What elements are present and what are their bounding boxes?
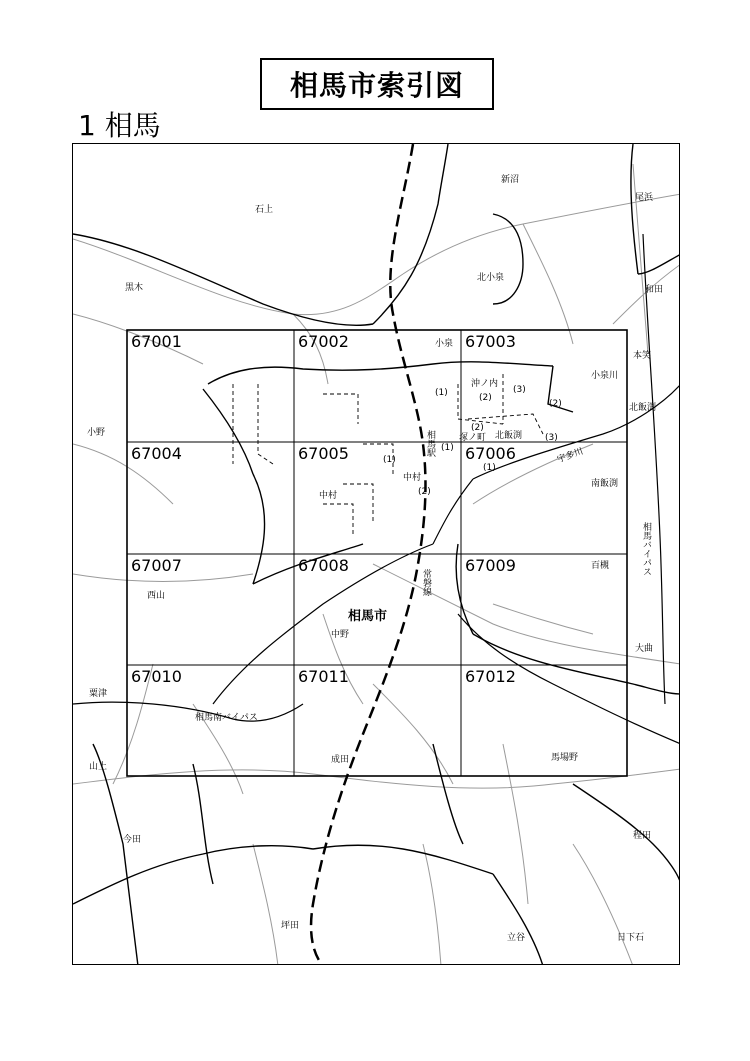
page-title: 相馬市索引図 bbox=[260, 58, 494, 110]
grid-cell-67002[interactable]: 67002 bbox=[298, 332, 349, 351]
place-label: 北飯渕 bbox=[495, 431, 523, 441]
place-label: 山上 bbox=[89, 762, 108, 772]
place-label: 今田 bbox=[123, 835, 142, 845]
grid-cell-67006[interactable]: 67006 bbox=[465, 444, 516, 463]
place-label: (1) bbox=[441, 443, 454, 453]
place-label: 中村 bbox=[319, 491, 338, 501]
place-label: 宇多川 bbox=[555, 446, 585, 466]
place-label: 沖ノ内 bbox=[471, 379, 499, 389]
place-label: 小泉川 bbox=[591, 371, 619, 381]
place-label: 石上 bbox=[255, 205, 274, 215]
place-label: (2) bbox=[418, 487, 431, 497]
place-label: 粟津 bbox=[89, 689, 108, 699]
place-label: (3) bbox=[545, 433, 558, 443]
place-label: 北小泉 bbox=[477, 273, 505, 283]
grid-cell-67003[interactable]: 67003 bbox=[465, 332, 516, 351]
grid-cell-67009[interactable]: 67009 bbox=[465, 556, 516, 575]
grid-cell-67010[interactable]: 67010 bbox=[131, 667, 182, 686]
place-label: 日下石 bbox=[617, 933, 645, 943]
page-subtitle: 1 相馬 bbox=[78, 109, 161, 142]
place-label: 中野 bbox=[331, 630, 350, 640]
grid-cell-67005[interactable]: 67005 bbox=[298, 444, 349, 463]
grid-cell-67008[interactable]: 67008 bbox=[298, 556, 349, 575]
place-label: 程田 bbox=[633, 831, 652, 841]
place-label: 本笑 bbox=[633, 351, 652, 361]
place-label: 馬場野 bbox=[551, 753, 579, 763]
place-label: 塚ノ町 bbox=[459, 433, 487, 443]
index-grid-lines bbox=[127, 330, 627, 776]
place-label: 西山 bbox=[147, 591, 166, 601]
place-label: 百槻 bbox=[591, 561, 610, 571]
place-label-city: 相馬市 bbox=[348, 609, 388, 624]
place-label: (1) bbox=[483, 463, 496, 473]
place-label: (3) bbox=[513, 385, 526, 395]
place-label: 中村 bbox=[403, 473, 422, 483]
place-label: 南飯渕 bbox=[591, 479, 619, 489]
grid-cell-67012[interactable]: 67012 bbox=[465, 667, 516, 686]
place-label: 相馬駅 bbox=[425, 430, 435, 457]
place-label: 立谷 bbox=[507, 933, 526, 943]
place-label: (2) bbox=[471, 423, 484, 433]
map-lines bbox=[73, 144, 680, 965]
place-label: 小泉 bbox=[435, 339, 454, 349]
place-label: 相馬南バイパス bbox=[195, 713, 258, 723]
place-label: 黒木 bbox=[125, 283, 144, 293]
place-label: (1) bbox=[435, 388, 448, 398]
grid-cell-67004[interactable]: 67004 bbox=[131, 444, 182, 463]
place-label: 尾浜 bbox=[635, 193, 654, 203]
place-label: 新沼 bbox=[501, 175, 520, 185]
index-map[interactable] bbox=[72, 143, 680, 965]
place-label: 成田 bbox=[331, 755, 350, 765]
place-label: (2) bbox=[479, 393, 492, 403]
grid-cell-67011[interactable]: 67011 bbox=[298, 667, 349, 686]
place-label: 常磐線 bbox=[421, 569, 431, 596]
place-label: 和田 bbox=[645, 285, 664, 295]
grid-cell-67001[interactable]: 67001 bbox=[131, 332, 182, 351]
place-label: 相馬バイパス bbox=[641, 522, 651, 576]
index-grid bbox=[127, 330, 627, 776]
place-label: 北飯渕 bbox=[629, 403, 657, 413]
place-label: 小野 bbox=[87, 428, 106, 438]
place-label: 大曲 bbox=[635, 644, 654, 654]
place-label: (2) bbox=[549, 399, 562, 409]
place-label: (1) bbox=[383, 455, 396, 465]
grid-cell-67007[interactable]: 67007 bbox=[131, 556, 182, 575]
place-label: 坪田 bbox=[281, 921, 300, 931]
